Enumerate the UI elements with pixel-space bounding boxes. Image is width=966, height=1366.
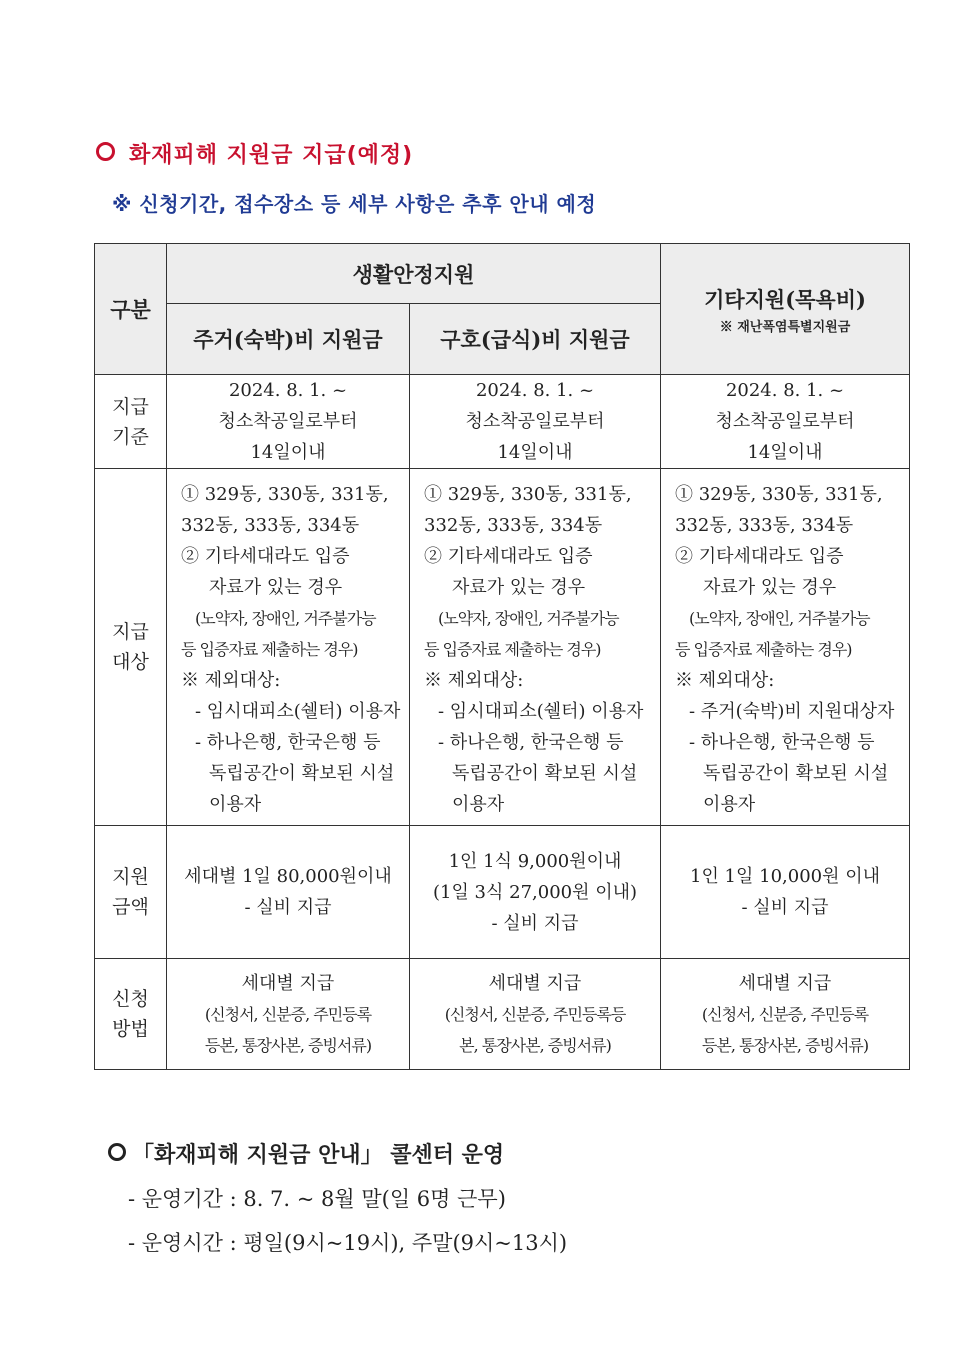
method-housing: 세대별 지급 (신청서, 신분증, 주민등록 등본, 통장사본, 증빙서류) [167, 959, 410, 1070]
criteria-other: 2024. 8. 1. ~ 청소착공일로부터 14일이내 [661, 375, 910, 469]
target-meal: ① 329동, 330동, 331동, 332동, 333동, 334동 ② 기타세대라도 입증 자료가 있는 경우 (노약자, 장애인, 거주불가능 등 입증자료 제출하는 경우) ※ 제외대상: - 임시대피소(쉘터) 이용자 - 하나은행, 한국은행 등 독립공간이 확보된 시설 이용자 [410, 469, 661, 826]
amount-meal: 1인 1식 9,000원이내 (1일 3식 27,000원 이내) - 실비 지급 [410, 826, 661, 959]
callcenter-period: - 운영기간 : 8. 7. ~ 8월 말(일 6명 근무) [128, 1187, 506, 1211]
callcenter-heading-text: 「화재피해 지원금 안내」 콜센터 운영 [132, 1143, 505, 1168]
section-heading [96, 138, 413, 169]
header-other-support [661, 244, 910, 375]
callcenter-heading [108, 1138, 504, 1169]
header-living-support: 생활안정지원 [167, 244, 661, 304]
amount-housing: 세대별 1일 80,000원이내 - 실비 지급 [167, 826, 410, 959]
notice-text: ※ 신청기간, 접수장소 등 세부 사항은 추후 안내 예정 [112, 192, 597, 216]
circle-bullet-icon [96, 142, 115, 161]
method-other: 세대별 지급 (신청서, 신분증, 주민등록 등본, 통장사본, 증빙서류) [661, 959, 910, 1070]
method-meal: 세대별 지급 (신청서, 신분증, 주민등록등 본, 통장사본, 증빙서류) [410, 959, 661, 1070]
support-table [94, 243, 910, 1070]
row-label-method: 신청 방법 [95, 959, 167, 1070]
row-label-criteria: 지급 기준 [95, 375, 167, 469]
target-housing: ① 329동, 330동, 331동, 332동, 333동, 334동 ② 기타세대라도 입증 자료가 있는 경우 (노약자, 장애인, 거주불가능 등 입증자료 제출하는 경우) ※ 제외대상: - 임시대피소(쉘터) 이용자 - 하나은행, 한국은행 등 독립공간이 확보된 시설 이용자 [167, 469, 410, 826]
criteria-meal: 2024. 8. 1. ~ 청소착공일로부터 14일이내 [410, 375, 661, 469]
target-other: ① 329동, 330동, 331동, 332동, 333동, 334동 ② 기타세대라도 입증 자료가 있는 경우 (노약자, 장애인, 거주불가능 등 입증자료 제출하는 경우) ※ 제외대상: - 주거(숙박)비 지원대상자 - 하나은행, 한국은행 등 독립공간이 확보된 시설 이용자 [661, 469, 910, 826]
row-label-amount: 지원 금액 [95, 826, 167, 959]
section-heading-text: 화재피해 지원금 지급(예정) [129, 143, 414, 168]
header-meal: 구호(급식)비 지원금 [410, 304, 661, 375]
header-other-subtitle: ※ 재난폭염특별지원금 [719, 319, 851, 335]
criteria-housing: 2024. 8. 1. ~ 청소착공일로부터 14일이내 [167, 375, 410, 469]
amount-other: 1인 1일 10,000원 이내 - 실비 지급 [661, 826, 910, 959]
circle-bullet-icon [108, 1143, 126, 1161]
row-label-target: 지급 대상 [95, 469, 167, 826]
header-category: 구분 [95, 244, 167, 375]
header-other-title: 기타지원(목욕비) [704, 286, 866, 312]
header-housing: 주거(숙박)비 지원금 [167, 304, 410, 375]
callcenter-hours: - 운영시간 : 평일(9시~19시), 주말(9시~13시) [128, 1231, 568, 1255]
